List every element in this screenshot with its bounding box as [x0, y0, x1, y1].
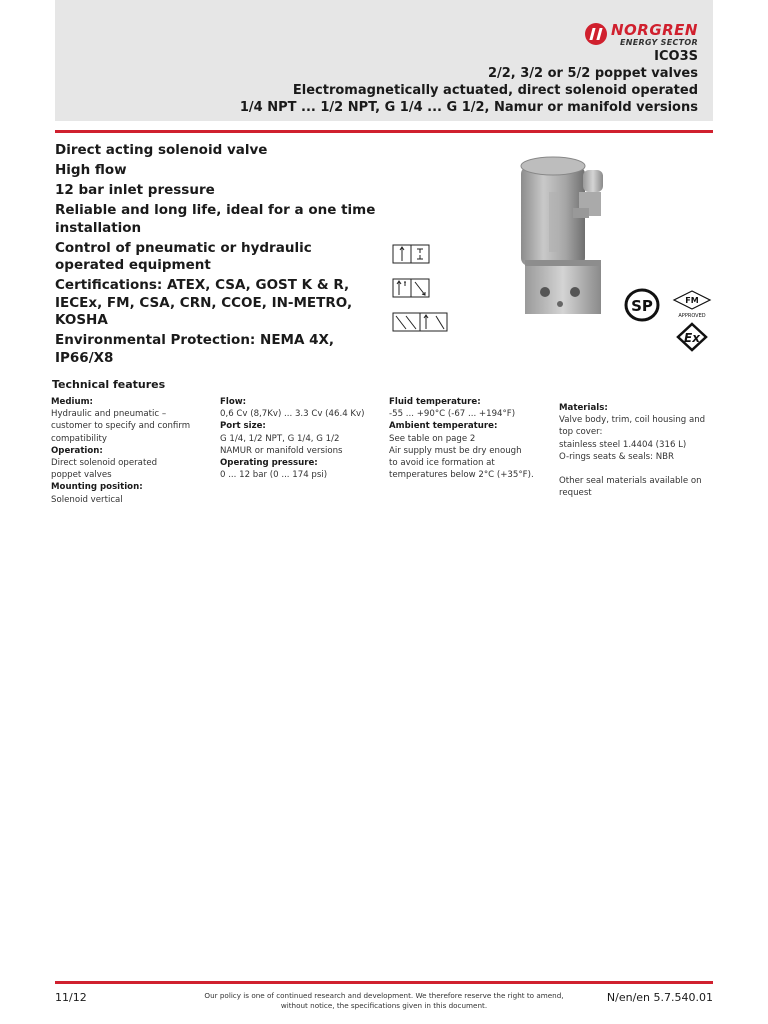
atex-ex-icon — [676, 322, 708, 352]
flow-label: Flow: — [220, 397, 247, 407]
fluid-temperature-value: -55 ... +90°C (-67 ... +194°F) — [389, 409, 516, 420]
feature-item: Reliable and long life, ideal for a one time installation — [55, 202, 376, 236]
materials-value: Valve body, trim, coil housing and top cover: stainless steel 1.4404 (316 L) O-rings seats & seals: NBR Other seal materials available on request — [559, 415, 706, 499]
document-reference: N/en/en 5.7.540.01 — [606, 991, 713, 1004]
header-line-2: Electromagnetically actuated, direct solenoid operated — [292, 83, 698, 98]
brand-name: NORGREN — [610, 21, 698, 39]
technical-features-title: Technical features — [52, 378, 166, 391]
feature-list — [55, 142, 385, 370]
page-number: 11/12 — [55, 991, 87, 1004]
policy-line-1: Our policy is one of continued research and development. We therefore reserve the right to amend, — [204, 991, 564, 1000]
footer-divider — [55, 981, 713, 984]
tech-column-3 — [389, 396, 554, 481]
flow-value: 0,6 Cv (8,7Kv) ... 3.3 Cv (46.4 Kv) — [220, 409, 365, 420]
ambient-temperature-value: See table on page 2 Air supply must be dry enough to avoid ice formation at temperatures below 2°C (+35°F). — [389, 433, 534, 481]
brand-logo — [585, 22, 698, 48]
medium-label: Medium: — [51, 397, 93, 407]
medium-value: Hydraulic and pneumatic – customer to specify and confirm compatibility — [51, 409, 191, 444]
policy-note — [190, 991, 578, 1010]
csa-certification-icon — [624, 288, 660, 322]
feature-item: Environmental Protection: NEMA 4X, IP66/X8 — [55, 332, 335, 366]
product-image — [513, 152, 615, 318]
brand-subtitle: ENERGY SECTOR — [619, 38, 698, 47]
header-line-3: 1/4 NPT ... 1/2 NPT, G 1/4 ... G 1/2, Namur or manifold versions — [239, 100, 698, 115]
port-size-value: G 1/4, 1/2 NPT, G 1/4, G 1/2 NAMUR or manifold versions — [220, 433, 343, 456]
feature-item: Direct acting solenoid valve — [55, 142, 268, 158]
materials-label: Materials: — [559, 403, 608, 413]
tech-column-4 — [559, 402, 719, 500]
svg-text:APPROVED: APPROVED — [678, 313, 706, 319]
fluid-temperature-label: Fluid temperature: — [389, 397, 481, 407]
valve-symbol-5-2-icon — [392, 311, 448, 333]
feature-item: 12 bar inlet pressure — [55, 182, 215, 198]
feature-item: High flow — [55, 162, 127, 178]
port-size-label: Port size: — [220, 421, 266, 432]
svg-text:Ex: Ex — [684, 331, 700, 345]
header-line-1: 2/2, 3/2 or 5/2 poppet valves — [487, 66, 698, 81]
model-code: ICO3S — [654, 49, 698, 64]
operation-label: Operation: — [51, 445, 103, 456]
feature-item: Control of pneumatic or hydraulic operated equipment — [55, 239, 312, 273]
operating-pressure-value: 0 ... 12 bar (0 ... 174 psi) — [220, 470, 328, 481]
operation-value: Direct solenoid operated poppet valves — [51, 458, 158, 481]
operating-pressure-label: Operating pressure: — [220, 458, 318, 469]
feature-item: Certifications: ATEX, CSA, GOST K & R, IECEx, FM, CSA, CRN, CCOE, IN-METRO, KOSHA — [55, 277, 353, 328]
header-divider — [55, 130, 713, 133]
policy-line-2: without notice, the specifications given in this document. — [280, 1000, 488, 1010]
header-titles — [240, 48, 698, 116]
mounting-position-label: Mounting position: — [51, 482, 143, 493]
valve-symbol-2-2-icon — [392, 243, 430, 265]
svg-text:SP: SP — [631, 297, 653, 315]
tech-column-1 — [51, 396, 216, 506]
ambient-temperature-label: Ambient temperature: — [389, 421, 498, 432]
norgren-logo-icon — [585, 23, 607, 45]
mounting-position-value: Solenoid vertical — [51, 494, 123, 505]
svg-text:FM: FM — [685, 296, 699, 305]
fm-approved-icon — [672, 290, 712, 320]
valve-symbol-3-2-icon — [392, 277, 430, 299]
tech-column-2 — [220, 396, 385, 481]
